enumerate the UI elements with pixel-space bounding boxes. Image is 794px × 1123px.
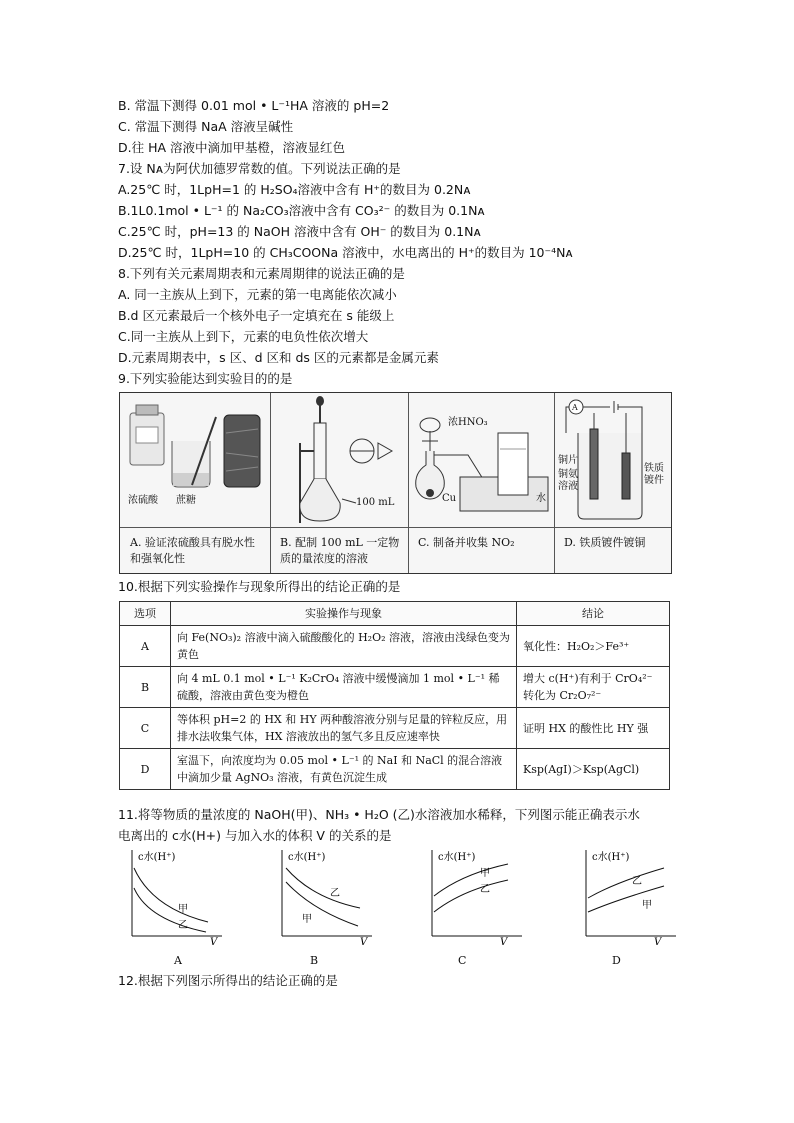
question-8-option-d: D.元素周期表中，s 区、d 区和 ds 区的元素都是金属元素 [118,350,439,365]
caption-b: B. 配制 100 mL 一定物质的量浓度的溶液 [270,527,408,573]
graph-c [422,846,532,946]
question-9: 9.下列实验能达到实验目的的是 [118,371,293,386]
question-8-option-b: B.d 区元素最后一个核外电子一定填充在 s 能级上 [118,308,395,323]
y-axis-label: c水(H⁺) [138,852,176,863]
question-12: 12.根据下列图示所得出的结论正确的是 [118,973,338,988]
graph-d [576,846,686,946]
label-iron-part: 铁质镀件 [644,463,664,486]
header-operation: 实验操作与现象 [171,602,517,626]
row-option: D [120,749,171,790]
label-sucrose: 蔗糖 [176,495,196,506]
header-option: 选项 [120,602,171,626]
label-100ml: 100 mL [356,497,395,508]
label-conc-nitric: 浓HNO₃ [448,417,488,428]
option-d-line: D.往 HA 溶液中滴加甲基橙，溶液显红色 [118,140,345,155]
question-7-option-c: C.25℃ 时，pH=13 的 NaOH 溶液中含有 OH⁻ 的数目为 0.1Nᴀ [118,224,481,239]
option-c-line: C. 常温下测得 NaA 溶液呈碱性 [118,119,294,134]
experiment-figure-9 [119,392,672,574]
label-water: 水 [536,493,546,504]
table-row [120,708,670,749]
row-option: A [120,626,171,667]
graph-b [272,846,382,946]
question-8-option-a: A. 同一主族从上到下，元素的第一电离能依次减小 [118,287,397,302]
table-row [120,667,670,708]
row-conclusion: 氧化性：H₂O₂＞Fe³⁺ [517,626,670,667]
series-label-jia: 甲 [480,868,490,879]
caption-c: C. 制备并收集 NO₂ [408,527,554,573]
label-cu: Cu [442,493,457,504]
row-operation: 向 4 mL 0.1 mol • L⁻¹ K₂CrO₄ 溶液中缓慢滴加 1 mol • L⁻¹ 稀硫酸，溶液由黄色变为橙色 [171,667,517,708]
option-b-line: B. 常温下测得 0.01 mol • L⁻¹HA 溶液的 pH=2 [118,98,390,113]
row-conclusion: 增大 c(H⁺)有利于 CrO₄²⁻ 转化为 Cr₂O₇²⁻ [517,667,670,708]
question-10: 10.根据下列实验操作与现象所得出的结论正确的是 [118,579,401,594]
series-label-jia: 甲 [178,904,188,915]
curve-jia [286,882,358,926]
row-option: C [120,708,171,749]
curve-yi [434,880,508,912]
table-row [120,626,670,667]
question-7: 7.设 Nᴀ为阿伏加德罗常数的值。下列说法正确的是 [118,161,401,176]
figure-panel-d [554,393,671,573]
caption-a: A. 验证浓硫酸具有脱水性和强氧化性 [120,527,270,573]
row-conclusion: 证明 HX 的酸性比 HY 强 [517,708,670,749]
series-label-yi: 乙 [178,920,188,931]
figure-panel-b [270,393,409,573]
question-7-option-b: B.1L0.1mol • L⁻¹ 的 Na₂CO₃溶液中含有 CO₃²⁻ 的数目为 0.1Nᴀ [118,203,485,218]
graph-option-d: D [612,954,621,967]
experiment-table [119,601,670,790]
graph-option-a: A [174,954,182,967]
table-header [120,602,670,626]
question-8: 8.下列有关元素周期表和元素周期律的说法正确的是 [118,266,405,281]
caption-d: D. 铁质镀件镀铜 [554,527,671,573]
curve-jia [588,886,664,912]
row-operation: 室温下，向浓度均为 0.05 mol • L⁻¹ 的 NaI 和 NaCl 的混合溶液中滴加少量 AgNO₃ 溶液，有黄色沉淀生成 [171,749,517,790]
question-8-option-c: C.同一主族从上到下，元素的电负性依次增大 [118,329,369,344]
graph-a [122,846,232,946]
label-copper-sheet: 铜片 [558,455,578,466]
graph-option-c: C [458,954,467,967]
ammeter-label: A [572,403,578,412]
series-label-yi: 乙 [330,888,340,899]
row-conclusion: Ksp(AgI)＞Ksp(AgCl) [517,749,670,790]
question-11-line-2: 电离出的 c水(H+) 与加入水的体积 V 的关系的是 [118,828,392,843]
label-copper-ammonia: 铜氨溶液 [558,469,578,492]
figure-panel-c [408,393,555,573]
x-axis-label: V [654,937,662,946]
series-label-jia: 甲 [302,914,312,925]
row-operation: 向 Fe(NO₃)₂ 溶液中滴入硫酸酸化的 H₂O₂ 溶液，溶液由浅绿色变为黄色 [171,626,517,667]
label-conc-sulfuric: 浓硫酸 [128,495,158,506]
x-axis-label: V [360,937,368,946]
curve-jia [134,868,208,922]
row-option: B [120,667,171,708]
graph-option-b: B [310,954,319,967]
y-axis-label: c水(H⁺) [288,852,326,863]
x-axis-label: V [500,937,508,946]
curve-yi [286,868,360,908]
header-conclusion: 结论 [517,602,670,626]
question-7-option-d: D.25℃ 时，1LpH=10 的 CH₃COONa 溶液中，水电离出的 H⁺的数目为 10⁻⁴Nᴀ [118,245,573,260]
series-label-yi: 乙 [632,876,642,887]
row-operation: 等体积 pH=2 的 HX 和 HY 两种酸溶液分别与足量的锌粒反应，用排水法收集气体，HX 溶液放出的氢气多且反应速率快 [171,708,517,749]
curve-yi [134,888,206,932]
y-axis-label: c水(H⁺) [592,852,630,863]
x-axis-label: V [210,937,218,946]
figure-panel-a [120,393,271,573]
table-row [120,749,670,790]
question-11-line-1: 11.将等物质的量浓度的 NaOH(甲)、NH₃ • H₂O (乙)水溶液加水稀释，下列图示能正确表示水 [118,807,640,822]
y-axis-label: c水(H⁺) [438,852,476,863]
series-label-yi: 乙 [480,884,490,895]
curve-yi [588,868,664,898]
question-7-option-a: A.25℃ 时，1LpH=1 的 H₂SO₄溶液中含有 H⁺的数目为 0.2Nᴀ [118,182,471,197]
series-label-jia: 甲 [642,900,652,911]
sugar-acid-apparatus [120,393,270,527]
